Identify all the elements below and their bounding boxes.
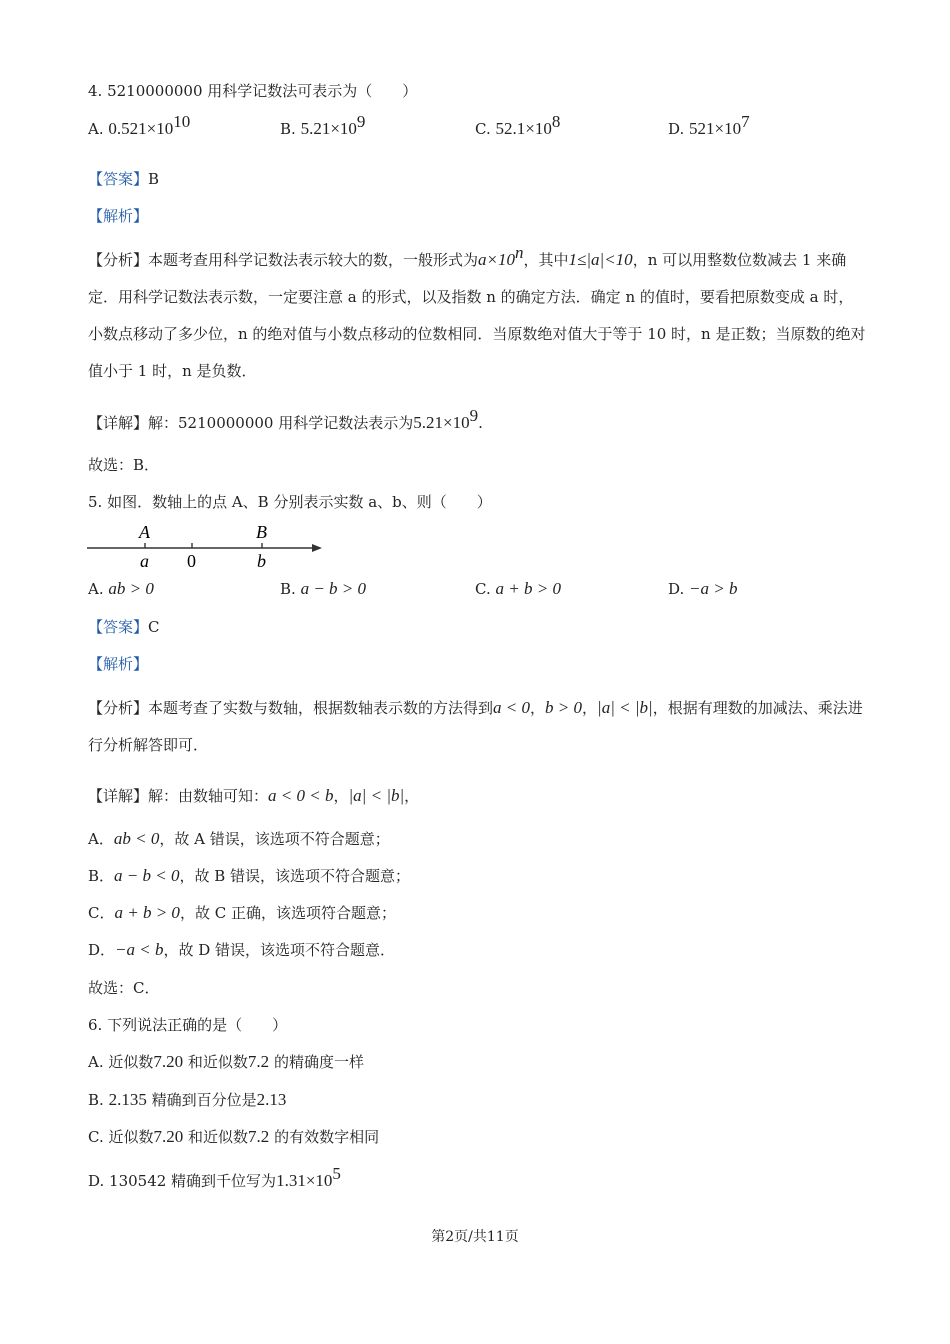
point-A-label: A (139, 522, 150, 542)
point-b-label: b (257, 551, 266, 571)
q4-option-a: A. $0.521\times 10^{10}$ (88, 112, 191, 138)
q5-choose: 故选：C． (88, 979, 160, 997)
q5-analysis-tag: 【解析】 (88, 655, 149, 673)
q4-analysis-tag: 【解析】 (88, 207, 149, 225)
q5-option-b: B. a − b > 0 (280, 579, 367, 598)
q5-stem: 5. 如图．数轴上的点 A、B 分别表示实数 a、b、则（ ） (88, 493, 492, 511)
q5-answer: 【答案】C (88, 618, 160, 636)
q4-fenxi: 【分析】本题考查用科学记数法表示较大的数，一般形式为$a\times 10^n$，其中1≤|a|<10，n 可以用整数位数减去 1 来确定．用科学记数法表示数，一定要注意 a 的形式，以及指数 n 的确定方法．确定 n 的值时，要看把原数变成 a 时，小数点移动了多少位，n 的绝对值与小数点移动的位数相同．当原数绝对值大于等于 10 时，n 是正数；当原数的绝对值小于 1 时，n 是负数． (88, 243, 866, 380)
q5-option-c: C. a + b > 0 (475, 579, 561, 598)
q5-item-b: B．a − b < 0，故 B 错误，该选项不符合题意； (88, 866, 411, 885)
q6-stem: 6. 下列说法正确的是（ ） (88, 1016, 288, 1034)
q5-detail: 【详解】解：由数轴可知：a < 0 < b，|a| < |b|， (88, 786, 420, 805)
q4-answer: 【答案】B (88, 170, 160, 188)
number-line-figure (84, 520, 329, 574)
q5-item-a: A．ab < 0，故 A 错误，该选项不符合题意； (88, 829, 390, 848)
q4-detail: 【详解】解：5210000000 用科学记数法表示为$5.21\times 10^9$. (88, 406, 483, 432)
q5-option-d: D. −a > b (668, 579, 738, 598)
q5-fenxi: 【分析】本题考查了实数与数轴，根据数轴表示数的方法得到a < 0，b > 0，|a| < |b|，根据有理数的加减法、乘法进行分析解答即可． (88, 698, 863, 754)
q5-item-d: D．−a < b，故 D 错误，该选项不符合题意． (88, 940, 396, 959)
q4-stem: 4. 5210000000 用科学记数法可表示为（ ） (88, 82, 418, 100)
page-footer: 第2页/共11页 (431, 1229, 519, 1245)
q4-option-c: C. $52.1\times 10^8$ (475, 112, 561, 138)
q6-option-b: B. 2.135 精确到百分位是2.13 (88, 1090, 287, 1109)
q5-item-c: C．a + b > 0，故 C 正确，该选项符合题意； (88, 903, 396, 922)
q6-option-c: C. 近似数7.20 和近似数7.2 的有效数字相同 (88, 1127, 380, 1146)
point-B-label: B (256, 522, 267, 542)
q5-option-a: A. ab > 0 (88, 579, 154, 598)
number-line-arrow-icon (312, 544, 322, 552)
q4-option-b: B. $5.21\times 10^9$ (280, 112, 366, 138)
zero-label: 0 (187, 551, 196, 571)
point-a-label: a (140, 551, 149, 571)
q6-option-d: D. 130542 精确到千位写为$1.31\times 10^5$ (88, 1164, 341, 1190)
q4-option-d: D. $521\times 10^7$ (668, 112, 750, 138)
q4-choose: 故选：B． (88, 456, 160, 474)
q6-option-a: A. 近似数7.20 和近似数7.2 的精确度一样 (88, 1052, 364, 1071)
